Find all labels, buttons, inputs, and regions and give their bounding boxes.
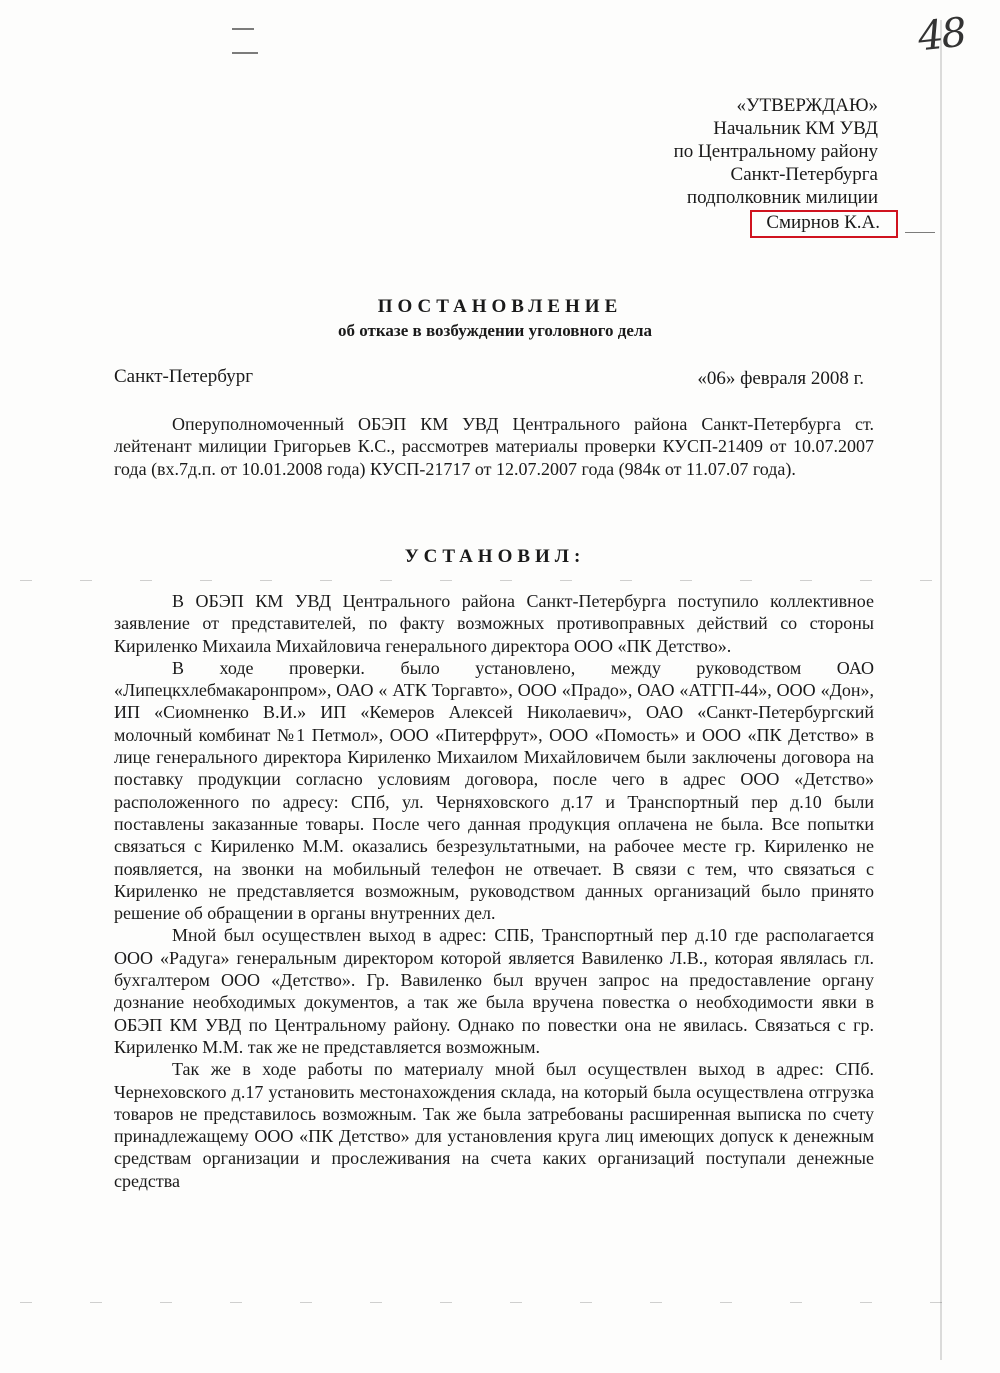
approval-block xyxy=(674,94,878,238)
intro-paragraph: Оперуполномоченный ОБЭП КМ УВД Центрального района Санкт-Петербурга ст. лейтенант милиции Григорьев К.С., рассмотрев материалы проверки КУСП-21409 от 10.07.2007 года (вх.7д.п. от 10.01.2008 года) КУСП-21717 от 12.07.2007 года (984к от 11.07.07 года). xyxy=(114,414,874,479)
scan-artifact xyxy=(20,1302,960,1303)
approval-heading: «УТВЕРЖДАЮ» xyxy=(736,95,878,116)
approval-district: по Центральному району xyxy=(673,141,878,162)
scan-artifact xyxy=(232,52,258,54)
document-subtitle: об отказе в возбуждении уголовного дела xyxy=(338,321,652,340)
document-date: «06» февраля 2008 г. xyxy=(697,368,864,389)
approval-position: Начальник КМ УВД xyxy=(713,118,878,139)
document-title: ПОСТАНОВЛЕНИЕ xyxy=(377,296,623,317)
body-paragraph: В ходе проверки. было установлено, между руководством ОАО «Липецкхлебмакаронпром», ОАО « АТК Торгавто», ООО «Прадо», ОАО «АТГП-44», ООО «Дон», ИП «Сиомненко В.И.» ИП «Кемеров Алексей Николаевич», ОАО «Санкт-Петербургский молочный комбинат №1 Петмол», ООО «Питерфрут», ООО «Помость» и ООО «ПК Детство» в лице генерального директора Кириленко Михаилом Михайловичем были заключены договора на поставку продукции согласно условиям договора, после чего в адрес ООО «Детство» расположенного по адресу: СПб, ул. Черняховского д.17 и Транспортный пер д.10 были поставлены заказанные товары. После чего данная продукция оплачена не была. Все попытки связаться с Кириленко М.М. оказались безрезультатными, на рабочее месте гр. Кириленко не появляется, на звонки на мобильный телефон не отвечает. В связи с тем, что связаться с Кириленко не представляется возможным, руководством данных организаций было принято решение об обращении в органы внутренних дел. xyxy=(114,657,874,924)
scan-artifact xyxy=(905,232,935,233)
scan-artifact xyxy=(232,28,254,30)
scan-artifact xyxy=(20,580,960,581)
handwritten-page-number: 48 xyxy=(915,9,968,61)
body-text-block xyxy=(114,590,874,1192)
approval-city: Санкт-Петербурга xyxy=(730,164,878,185)
established-heading: УСТАНОВИЛ: xyxy=(404,546,586,567)
scan-artifact xyxy=(940,20,942,1360)
body-paragraph: Так же в ходе работы по материалу мной был осуществлен выход в адрес: СПб. Чернеховского д.17 установить местонахождения склада, на который была осуществлена отгрузка товаров не представилось возможным. Так же была затребованы расширенная выписка по счету принадлежащему ООО «ПК Детство» для установления круга лиц имеющих допуск к денежным средствам организации и прослеживания на счета каких организаций поступали денежные средства xyxy=(114,1059,874,1191)
approval-signature-name: Смирнов К.А. xyxy=(750,210,898,238)
approval-rank: подполковник милиции xyxy=(686,187,878,208)
body-paragraph: В ОБЭП КМ УВД Центрального района Санкт-Петербурга поступило коллективное заявление от представителей, по факту возможных противоправных действий со стороны Кириленко Михаила Михайловича генерального директора ООО «ПК Детство». xyxy=(114,591,874,656)
document-city: Санкт-Петербург xyxy=(114,366,254,387)
intro-paragraph-block xyxy=(114,413,874,480)
body-paragraph: Мной был осуществлен выход в адрес: СПБ, Транспортный пер д.10 где располагается ООО «Радуга» генеральным директором которой является Вавиленко Л.В., которая являлась гл. бухгалтером ООО «Детство». Гр. Вавиленко был вручен запрос на предоставление органу дознание необходимых документов, а так же была вручена повестка о необходимости явки в ОБЭП КМ УВД по Центральному району. Однако по повестки она не явилась. Связаться с гр. Кириленко М.М. так же не представляется возможным. xyxy=(114,925,874,1057)
